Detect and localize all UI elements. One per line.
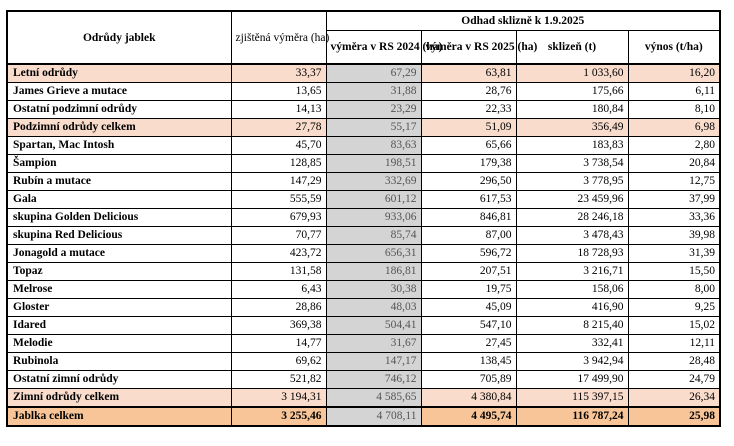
row-harvest: 28 246,18 — [516, 209, 628, 227]
header-harvest: sklizeň (t) — [516, 31, 628, 65]
row-area-2025: 4 495,74 — [421, 407, 516, 426]
row-yield: 28,48 — [628, 353, 720, 371]
row-area-2025: 138,45 — [421, 353, 516, 371]
row-harvest: 3 478,43 — [516, 227, 628, 245]
row-area: 555,59 — [231, 191, 326, 209]
row-area: 13,65 — [231, 83, 326, 101]
row-area-2024: 48,03 — [326, 299, 421, 317]
row-area-2025: 179,38 — [421, 155, 516, 173]
row-area-2024: 31,88 — [326, 83, 421, 101]
row-area-2024: 4 708,11 — [326, 407, 421, 426]
row-area-2025: 296,50 — [421, 173, 516, 191]
row-yield: 15,02 — [628, 317, 720, 335]
row-area: 14,77 — [231, 335, 326, 353]
row-name: Spartan, Mac Intosh — [7, 137, 231, 155]
row-harvest: 116 787,24 — [516, 407, 628, 426]
row-area-2024: 656,31 — [326, 245, 421, 263]
row-yield: 39,98 — [628, 227, 720, 245]
row-yield: 20,84 — [628, 155, 720, 173]
row-area-2024: 198,51 — [326, 155, 421, 173]
row-area: 28,86 — [231, 299, 326, 317]
table-row — [7, 137, 720, 155]
row-area: 423,72 — [231, 245, 326, 263]
table-row — [7, 281, 720, 299]
row-yield: 31,39 — [628, 245, 720, 263]
table-row — [7, 389, 720, 408]
row-harvest: 23 459,96 — [516, 191, 628, 209]
row-yield: 16,20 — [628, 64, 720, 83]
table-header — [7, 11, 720, 64]
row-harvest: 17 499,90 — [516, 371, 628, 389]
row-yield: 25,98 — [628, 407, 720, 426]
table-row — [7, 335, 720, 353]
row-harvest: 416,90 — [516, 299, 628, 317]
row-yield: 33,36 — [628, 209, 720, 227]
row-area-2024: 55,17 — [326, 119, 421, 137]
table-row — [7, 263, 720, 281]
row-area-2025: 547,10 — [421, 317, 516, 335]
table-body — [7, 64, 720, 426]
table-row — [7, 101, 720, 119]
row-area-2025: 207,51 — [421, 263, 516, 281]
row-area-2024: 746,12 — [326, 371, 421, 389]
table-row — [7, 353, 720, 371]
row-harvest: 1 033,60 — [516, 64, 628, 83]
table-row — [7, 299, 720, 317]
row-name: skupina Golden Delicious — [7, 209, 231, 227]
row-harvest: 3 738,54 — [516, 155, 628, 173]
row-yield: 6,98 — [628, 119, 720, 137]
row-name: Podzimní odrůdy celkem — [7, 119, 231, 137]
row-yield: 12,75 — [628, 173, 720, 191]
table-row — [7, 245, 720, 263]
header-yield: výnos (t/ha) — [628, 31, 720, 65]
row-area-2025: 22,33 — [421, 101, 516, 119]
row-area-2025: 4 380,84 — [421, 389, 516, 408]
row-name: Ostatní zimní odrůdy — [7, 371, 231, 389]
row-name: Idared — [7, 317, 231, 335]
header-area-2025: výměra v RS 2025 (ha) — [421, 31, 516, 65]
row-name: Šampion — [7, 155, 231, 173]
row-harvest: 8 215,40 — [516, 317, 628, 335]
row-harvest: 3 942,94 — [516, 353, 628, 371]
row-yield: 2,80 — [628, 137, 720, 155]
row-name: Melrose — [7, 281, 231, 299]
row-name: Topaz — [7, 263, 231, 281]
row-area: 679,93 — [231, 209, 326, 227]
table-row — [7, 173, 720, 191]
row-name: Gala — [7, 191, 231, 209]
row-yield: 37,99 — [628, 191, 720, 209]
row-yield: 9,25 — [628, 299, 720, 317]
row-area-2024: 601,12 — [326, 191, 421, 209]
row-yield: 24,79 — [628, 371, 720, 389]
row-harvest: 356,49 — [516, 119, 628, 137]
row-area: 45,70 — [231, 137, 326, 155]
row-yield: 8,00 — [628, 281, 720, 299]
row-area: 147,29 — [231, 173, 326, 191]
row-area-2024: 83,63 — [326, 137, 421, 155]
row-area: 3 255,46 — [231, 407, 326, 426]
table-row — [7, 227, 720, 245]
table-row — [7, 119, 720, 137]
row-area-2024: 67,29 — [326, 64, 421, 83]
row-area: 369,38 — [231, 317, 326, 335]
row-yield: 6,11 — [628, 83, 720, 101]
row-area: 3 194,31 — [231, 389, 326, 408]
row-area: 69,62 — [231, 353, 326, 371]
table-row — [7, 64, 720, 83]
row-yield: 15,50 — [628, 263, 720, 281]
row-area: 6,43 — [231, 281, 326, 299]
row-area-2025: 596,72 — [421, 245, 516, 263]
row-area-2024: 30,38 — [326, 281, 421, 299]
row-harvest: 3 778,95 — [516, 173, 628, 191]
row-name: Jonagold a mutace — [7, 245, 231, 263]
row-area-2024: 504,41 — [326, 317, 421, 335]
row-area: 70,77 — [231, 227, 326, 245]
row-area-2024: 186,81 — [326, 263, 421, 281]
row-name: Gloster — [7, 299, 231, 317]
row-name: Jablka celkem — [7, 407, 231, 426]
harvest-table — [6, 10, 721, 427]
row-harvest: 332,41 — [516, 335, 628, 353]
table-row — [7, 83, 720, 101]
row-harvest: 115 397,15 — [516, 389, 628, 408]
row-area-2024: 933,06 — [326, 209, 421, 227]
row-area: 33,37 — [231, 64, 326, 83]
row-harvest: 180,84 — [516, 101, 628, 119]
table-row — [7, 191, 720, 209]
row-name: Letní odrůdy — [7, 64, 231, 83]
row-name: Melodie — [7, 335, 231, 353]
row-area: 27,78 — [231, 119, 326, 137]
table-row — [7, 407, 720, 426]
row-name: James Grieve a mutace — [7, 83, 231, 101]
row-area-2025: 63,81 — [421, 64, 516, 83]
header-area-found: zjištěná výměra (ha) — [231, 11, 326, 64]
row-yield: 26,34 — [628, 389, 720, 408]
row-yield: 12,11 — [628, 335, 720, 353]
row-area-2025: 51,09 — [421, 119, 516, 137]
row-area-2025: 846,81 — [421, 209, 516, 227]
table-row — [7, 155, 720, 173]
row-area-2025: 65,66 — [421, 137, 516, 155]
row-area-2024: 23,29 — [326, 101, 421, 119]
row-area: 131,58 — [231, 263, 326, 281]
row-area: 128,85 — [231, 155, 326, 173]
row-area-2024: 85,74 — [326, 227, 421, 245]
row-area-2025: 27,45 — [421, 335, 516, 353]
row-harvest: 175,66 — [516, 83, 628, 101]
table-row — [7, 317, 720, 335]
row-area-2024: 332,69 — [326, 173, 421, 191]
row-harvest: 3 216,71 — [516, 263, 628, 281]
row-area-2025: 19,75 — [421, 281, 516, 299]
row-area-2025: 617,53 — [421, 191, 516, 209]
row-area: 521,82 — [231, 371, 326, 389]
table-row — [7, 209, 720, 227]
row-area-2025: 87,00 — [421, 227, 516, 245]
row-harvest: 158,06 — [516, 281, 628, 299]
row-harvest: 18 728,93 — [516, 245, 628, 263]
header-forecast: Odhad sklizně k 1.9.2025 — [326, 11, 720, 31]
row-harvest: 183,83 — [516, 137, 628, 155]
row-area-2025: 28,76 — [421, 83, 516, 101]
row-area-2024: 147,17 — [326, 353, 421, 371]
row-area-2025: 45,09 — [421, 299, 516, 317]
table-row — [7, 371, 720, 389]
row-area-2025: 705,89 — [421, 371, 516, 389]
row-name: Ostatní podzimní odrůdy — [7, 101, 231, 119]
row-area-2024: 31,67 — [326, 335, 421, 353]
row-name: Rubinola — [7, 353, 231, 371]
row-name: Zimní odrůdy celkem — [7, 389, 231, 408]
row-yield: 8,10 — [628, 101, 720, 119]
row-name: Rubín a mutace — [7, 173, 231, 191]
header-variety: Odrůdy jablek — [7, 11, 231, 64]
row-area-2024: 4 585,65 — [326, 389, 421, 408]
row-area: 14,13 — [231, 101, 326, 119]
header-area-2024: výměra v RS 2024 (ha) — [326, 31, 421, 65]
row-name: skupina Red Delicious — [7, 227, 231, 245]
